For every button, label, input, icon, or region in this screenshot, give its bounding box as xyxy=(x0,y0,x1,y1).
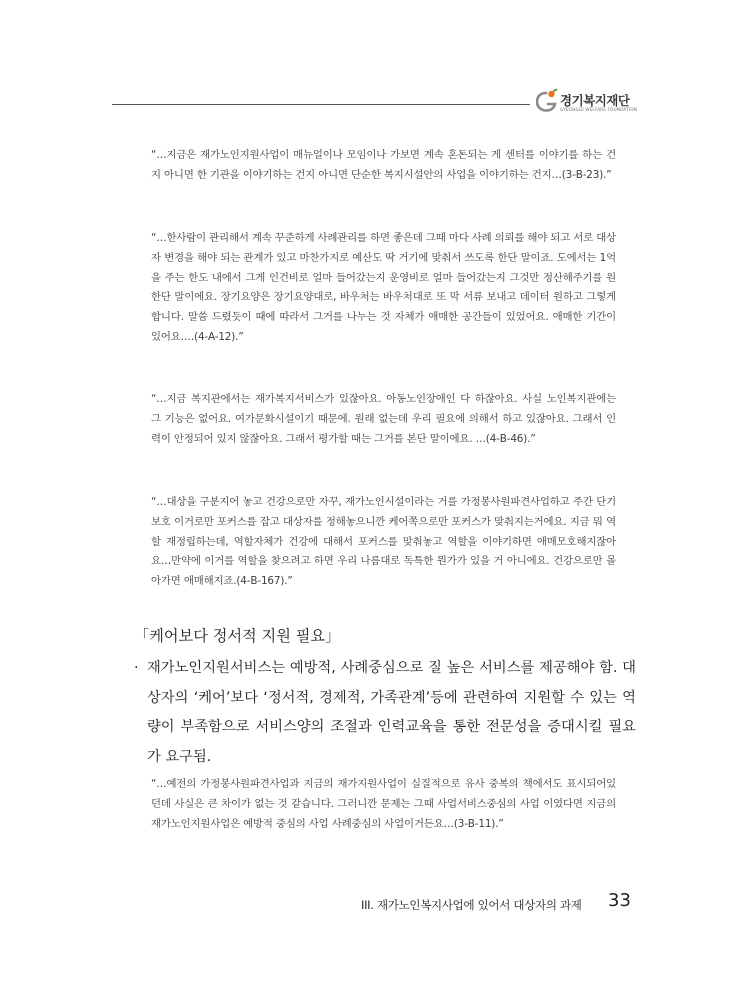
interview-quote-5: “…예전의 가정봉사원파견사업과 지금의 재가지원사업이 실질적으로 유사 중복의 책에서도 표시되어있던데 사실은 큰 차이가 없는 것 같습니다. 그러니깐 문제는 그때 사업서비스중심의 사업 이였다면 지금의 재가노인지원사업은 예방적 중심의 사업 사례중심의 사업이거든요…(3-B-11).” xyxy=(151,778,616,830)
foundation-english-name: GYEONGGI WELFARE FOUNDATION xyxy=(560,108,638,113)
interview-quote-2: “…한사람이 관리해서 계속 꾸준하게 사례관리를 하면 좋은데 그때 마다 사례 의뢰를 해야 되고 서로 대상자 변경을 해야 되는 관계가 있고 마찬가지로 예산도 딱 거기에 맞춰서 쓰도록 한단 말이죠. 도에서는 1억을 주는 한도 내에서 그게 인건비로 얼마 들어갔는지 운영비로 얼마 들어갔는지 그것만 정산해주기를 원한단 말이에요. 장기요양은 장기요양대로, 바우처는 바우처대로 또 막 서류 보내고 데이터 원하고 그렇게 합니다. 말씀 드렸듯이 때에 따라서 그거를 나누는 것 자체가 애매한 공간들이 있었어요. 애매한 기간이 있어요.…(4-A-12).” xyxy=(151,232,616,343)
interview-quote-1: “…지금은 재가노인지원사업이 매뉴얼이나 모임이나 가보면 계속 혼돈되는 게 센터를 이야기를 하는 건지 아니면 한 기관을 이야기하는 건지 아니면 단순한 복지시설안의 사업을 이야기하는 건지…(3-B-23).” xyxy=(151,149,616,181)
interview-quote-4: “…대상을 구분지어 놓고 건강으로만 자꾸, 재가노인시설이라는 거를 가정봉사원파견사업하고 주간 단기보호 이거로만 포커스를 잡고 대상자를 정해놓으니깐 케어쪽으로만 포커스가 맞춰지는거에요. 지금 뭐 역할 재정립하는데, 역할자체가 건강에 대해서 포커스를 맞춰놓고 역할을 이야기하면 애매모호해지잖아요…만약에 이거를 역할을 찾으려고 하면 우리 나름대로 독특한 뭔가가 있을 거 아니에요. 건강으로만 몰아가면 애매해지죠.(4-B-167).” xyxy=(151,496,616,588)
page-number: 33 xyxy=(608,890,631,911)
section-title: 「케어보다 정서적 지원 필요」 xyxy=(134,627,341,645)
section-paragraph-text: 재가노인지원서비스는 예방적, 사례중심으로 질 높은 서비스를 제공해야 함. 대상자의 ‘케어’보다 ‘정서적, 경제적, 가족관계’등에 관련하여 지원할 수 있는 역량이 부족함으로 서비스양의 조절과 인력교육을 통한 전문성을 증대시킬 필요가 요구됨. xyxy=(147,660,636,765)
foundation-name: 경기복지재단 xyxy=(560,93,630,108)
bullet-mark: · xyxy=(134,660,139,676)
section-paragraph xyxy=(134,654,636,772)
interview-quote-3: “…지금 복지관에서는 재가복지서비스가 있잖아요. 아동노인장애인 다 하잖아요. 사실 노인복지관에는 그 기능은 없어요. 여가문화시설이기 때문에. 원래 없는데 우리 필요에 의해서 하고 있잖아요. 그래서 인력이 안정되어 있지 않잖아요. 그래서 평가할 때는 그거를 본단 말이에요. …(4-B-46).” xyxy=(151,393,616,445)
foundation-logo-icon xyxy=(536,88,558,112)
foundation-logo xyxy=(536,88,656,118)
running-footer-title: III. 재가노인복지사업에 있어서 대상자의 과제 xyxy=(361,898,582,912)
header-rule xyxy=(112,104,530,105)
